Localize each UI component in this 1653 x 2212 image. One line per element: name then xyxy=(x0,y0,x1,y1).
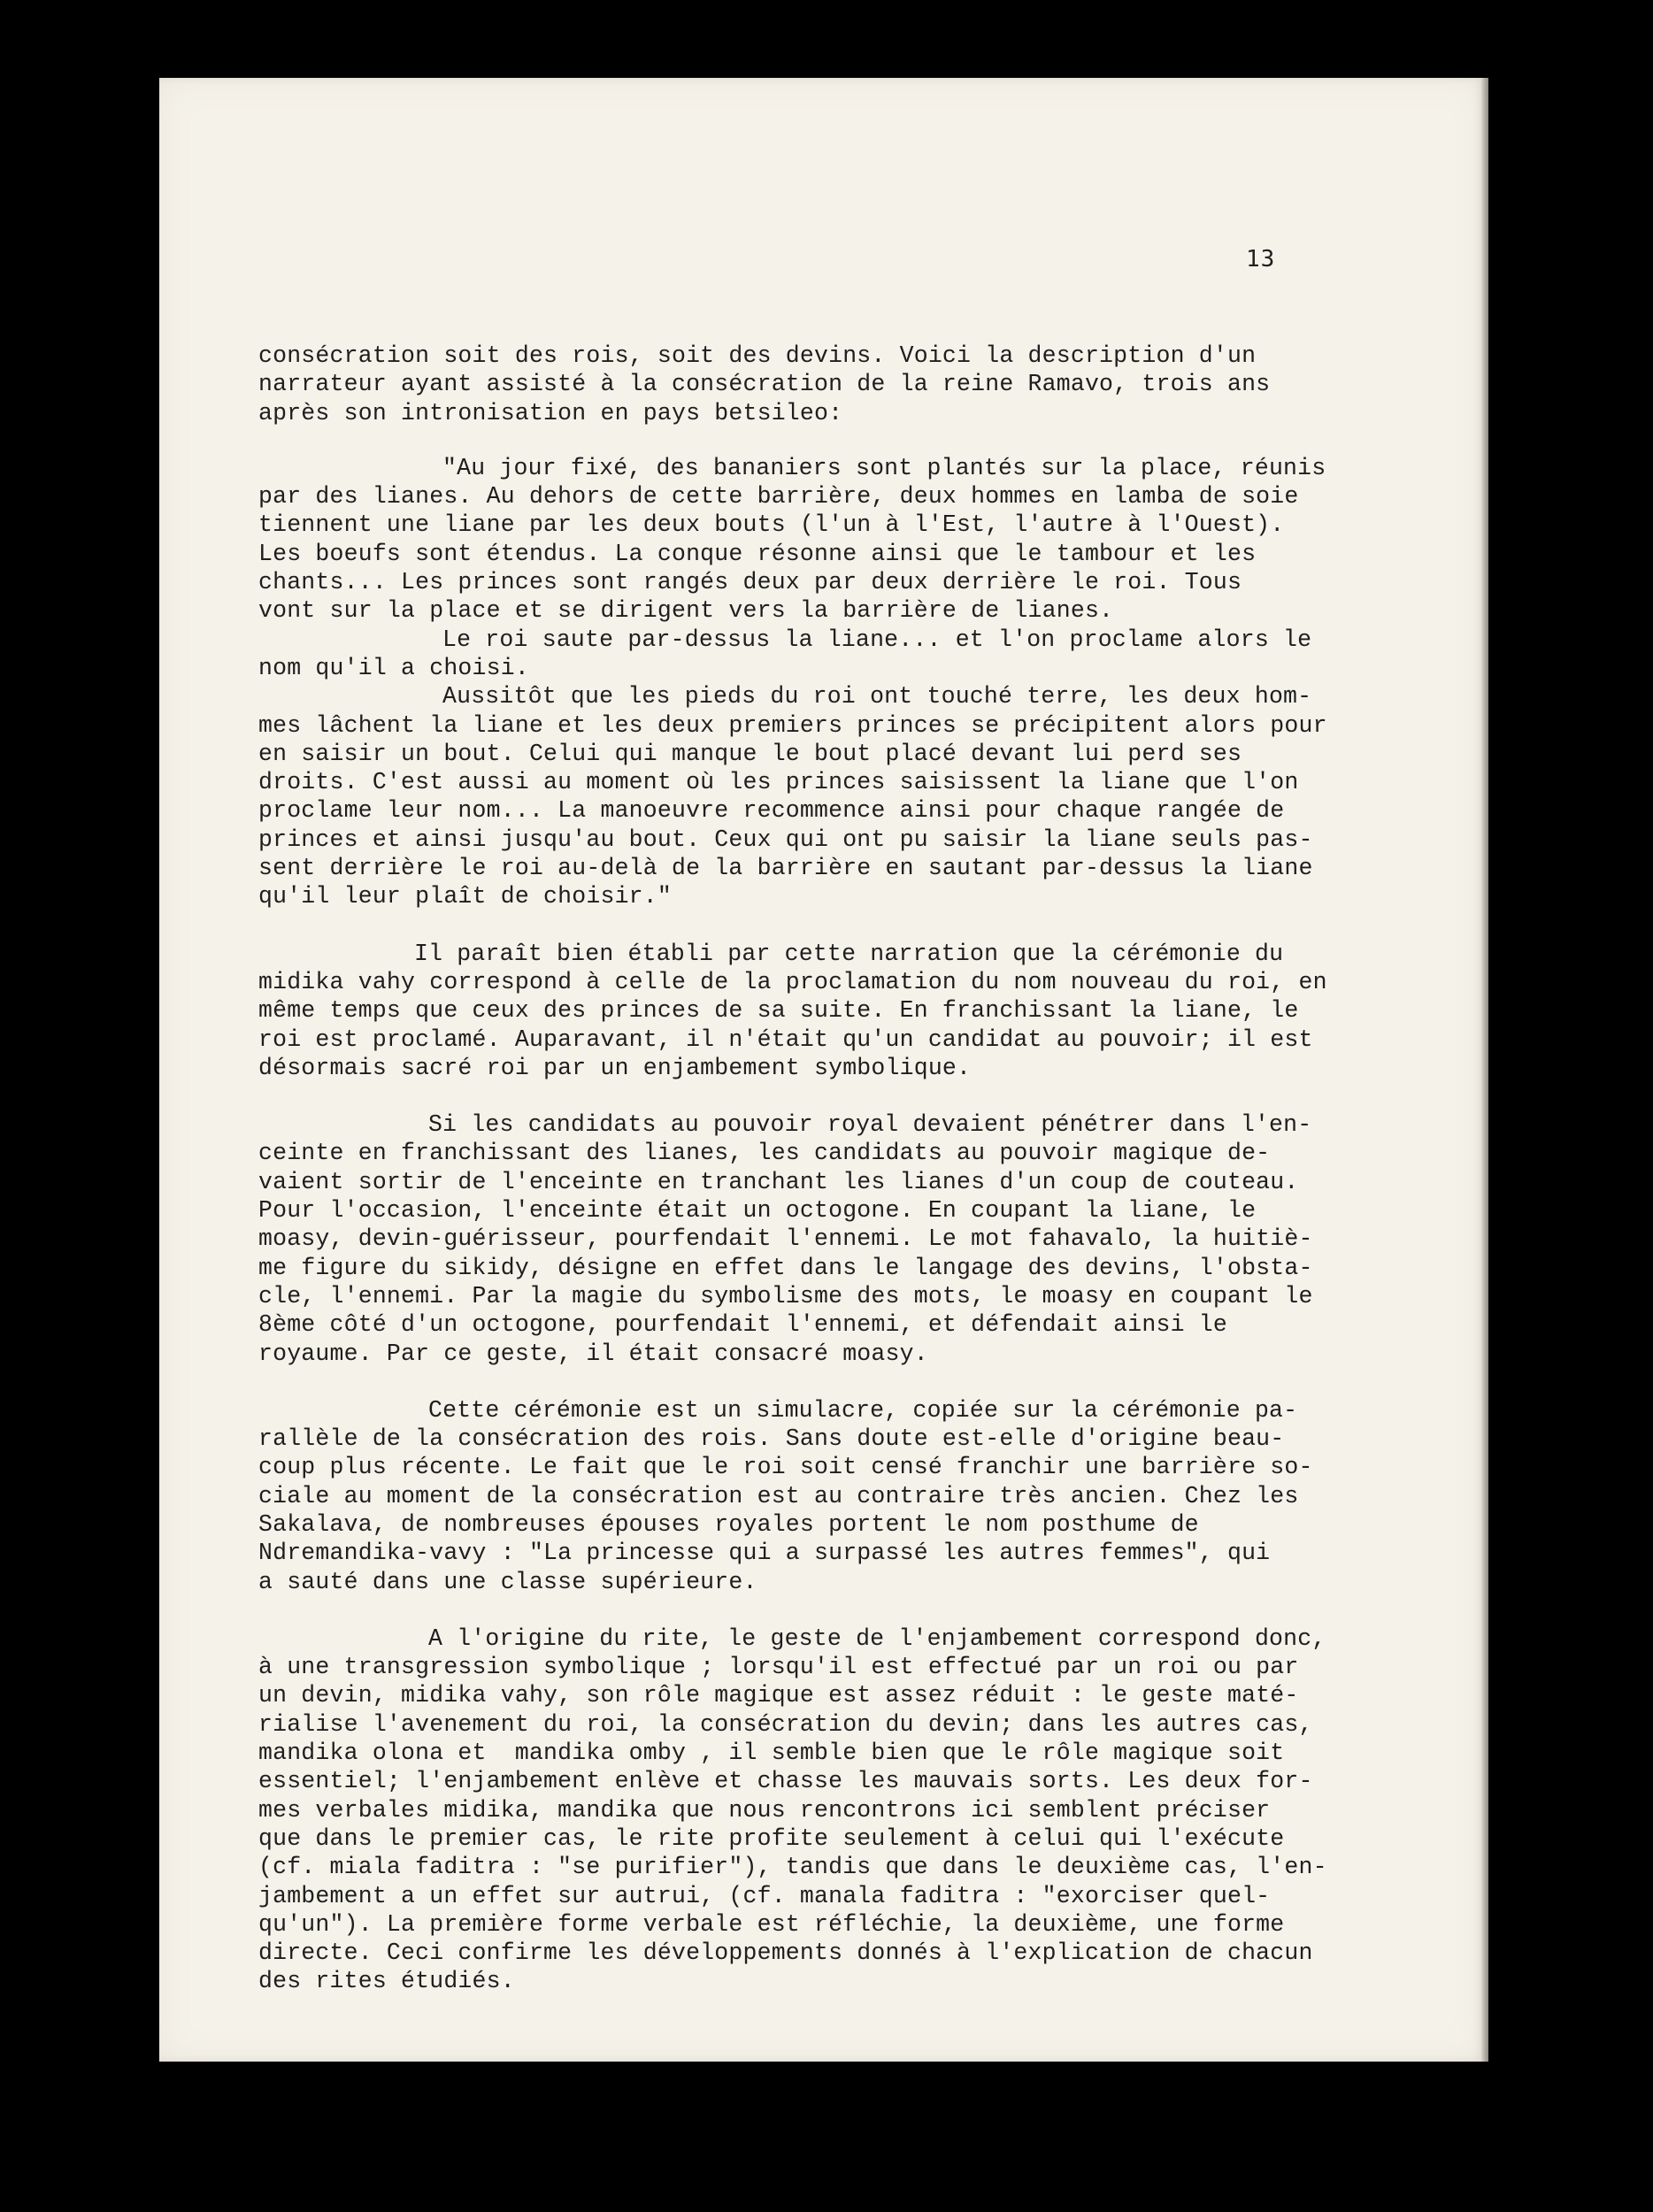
text-line: Les boeufs sont étendus. La conque résonne ainsi que le tambour et les xyxy=(258,540,1257,567)
text-line: (cf. miala faditra : "se purifier"), tandis que dans le deuxième cas, l'en- xyxy=(258,1854,1327,1881)
body-text xyxy=(258,342,1327,1996)
quote-paragraph xyxy=(258,682,1327,910)
text-line: consécration soit des rois, soit des devins. Voici la description d'un xyxy=(258,342,1257,369)
quote-paragraph xyxy=(258,626,1320,683)
text-line: sent derrière le roi au-delà de la barrière en sautant par-dessus la liane xyxy=(258,855,1313,882)
paragraph xyxy=(258,1396,1320,1596)
text-line: des rites étudiés. xyxy=(258,1968,515,1995)
text-line: qu'il leur plaît de choisir." xyxy=(258,883,672,910)
text-line: a sauté dans une classe supérieure. xyxy=(258,1568,757,1595)
text-line: mes verbales midika, mandika que nous rencontrons ici semblent préciser xyxy=(258,1796,1271,1824)
text-line: chants... Les princes sont rangés deux par deux derrière le roi. Tous xyxy=(258,569,1242,596)
paragraph xyxy=(258,940,1327,1082)
text-line: Ndremandika-vavy : "La princesse qui a surpassé les autres femmes", qui xyxy=(258,1540,1271,1567)
text-line: rallèle de la consécration des rois. Sans doute est-elle d'origine beau- xyxy=(258,1425,1285,1453)
text-line: princes et ainsi jusqu'au bout. Ceux qui ont pu saisir la liane seuls pas- xyxy=(258,826,1313,853)
text-line: directe. Ceci confirme les développements donnés à l'explication de chacun xyxy=(258,1939,1313,1967)
text-line: royaume. Par ce geste, il était consacré moasy. xyxy=(258,1340,928,1367)
text-line: mandika olona et mandika omby , il semble bien que le rôle magique soit xyxy=(258,1740,1285,1767)
text-line: Le roi saute par-dessus la liane... et l'on proclame alors le xyxy=(442,626,1312,653)
page-edge xyxy=(1481,78,1488,2062)
text-line: Cette cérémonie est un simulacre, copiée sur la cérémonie pa- xyxy=(428,1396,1298,1424)
text-line: vont sur la place et se dirigent vers la barrière de lianes. xyxy=(258,597,1114,625)
text-line: mes lâchent la liane et les deux premiers princes se précipitent alors pour xyxy=(258,711,1327,739)
text-line: cle, l'ennemi. Par la magie du symbolisme des mots, le moasy en coupant le xyxy=(258,1282,1313,1310)
text-line: roi est proclamé. Auparavant, il n'était qu'un candidat au pouvoir; il est xyxy=(258,1025,1313,1053)
text-line: moasy, devin-guérisseur, pourfendait l'ennemi. Le mot fahavalo, la huitiè- xyxy=(258,1225,1313,1253)
text-line: Pour l'occasion, l'enceinte était un octogone. En coupant la liane, le xyxy=(258,1197,1257,1225)
text-line: coup plus récente. Le fait que le roi soit censé franchir une barrière so- xyxy=(258,1454,1313,1481)
page-number: 13 xyxy=(1246,246,1276,273)
text-line: en saisir un bout. Celui qui manque le bout placé devant lui perd ses xyxy=(258,740,1242,767)
text-line: Il paraît bien établi par cette narration que la cérémonie du xyxy=(414,940,1284,967)
text-line: proclame leur nom... La manoeuvre recommence ainsi pour chaque rangée de xyxy=(258,797,1285,825)
paragraph xyxy=(258,1624,1327,1996)
text-line: ciale au moment de la consécration est au contraire très ancien. Chez les xyxy=(258,1482,1299,1509)
text-line: tiennent une liane par les deux bouts (l'un à l'Est, l'autre à l'Ouest). xyxy=(258,511,1285,539)
text-line: ceinte en franchissant des lianes, les candidats au pouvoir magique de- xyxy=(258,1140,1271,1167)
text-line: narrateur ayant assisté à la consécration de la reine Ramavo, trois ans xyxy=(258,371,1271,398)
text-line: même temps que ceux des princes de sa suite. En franchissant la liane, le xyxy=(258,997,1299,1025)
text-line: vaient sortir de l'enceinte en tranchant les lianes d'un coup de couteau. xyxy=(258,1168,1299,1195)
text-line: midika vahy correspond à celle de la proclamation du nom nouveau du roi, en xyxy=(258,968,1327,995)
text-line: jambement a un effet sur autrui, (cf. manala faditra : "exorciser quel- xyxy=(258,1882,1271,1909)
text-line: droits. C'est aussi au moment où les princes saisissent la liane que l'on xyxy=(258,769,1299,796)
text-line: à une transgression symbolique ; lorsqu'il est effectué par un roi ou par xyxy=(258,1654,1299,1681)
text-line: A l'origine du rite, le geste de l'enjambement correspond donc, xyxy=(428,1624,1326,1652)
text-line: que dans le premier cas, le rite profite seulement à celui qui l'exécute xyxy=(258,1824,1285,1852)
text-line: Aussitôt que les pieds du roi ont touché terre, les deux hom- xyxy=(442,683,1312,710)
text-line: nom qu'il a choisi. xyxy=(258,654,529,681)
text-line: par des lianes. Au dehors de cette barrière, deux hommes en lamba de soie xyxy=(258,483,1299,511)
text-line: qu'un"). La première forme verbale est réfléchie, la deuxième, une forme xyxy=(258,1910,1285,1938)
paragraph xyxy=(258,1110,1320,1368)
text-line: Si les candidats au pouvoir royal devaient pénétrer dans l'en- xyxy=(428,1111,1312,1139)
quote-paragraph xyxy=(258,454,1326,626)
text-line: désormais sacré roi par un enjambement symbolique. xyxy=(258,1054,972,1081)
text-line: me figure du sikidy, désigne en effet dans le langage des devins, l'obsta- xyxy=(258,1254,1313,1281)
text-line: 8ème côté d'un octogone, pourfendait l'ennemi, et défendait ainsi le xyxy=(258,1311,1227,1339)
text-line: rialise l'avenement du roi, la consécration du devin; dans les autres cas, xyxy=(258,1710,1313,1738)
text-line: un devin, midika vahy, son rôle magique est assez réduit : le geste maté- xyxy=(258,1682,1299,1709)
paragraph xyxy=(258,342,1320,427)
text-line: après son intronisation en pays betsileo: xyxy=(258,399,843,426)
text-line: Sakalava, de nombreuses épouses royales portent le nom posthume de xyxy=(258,1510,1199,1538)
text-line: essentiel; l'enjambement enlève et chasse les mauvais sorts. Les deux for- xyxy=(258,1768,1313,1795)
text-line: "Au jour fixé, des bananiers sont plantés sur la place, réunis xyxy=(442,454,1326,481)
